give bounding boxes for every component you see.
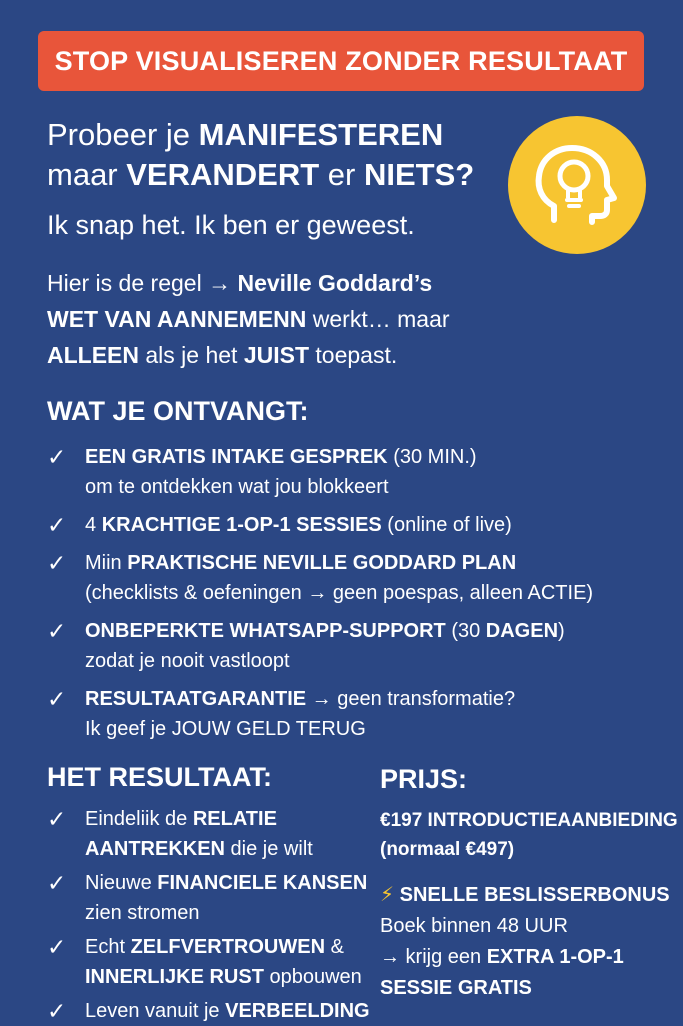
bonus-text: → krijg een	[380, 946, 487, 968]
receive-item-guarantee	[47, 684, 516, 744]
item-text: (30	[445, 620, 486, 642]
item-bold: ONBEPERKTE WHATSAPP-SUPPORT	[85, 620, 446, 642]
item-text: → geen transformatie?	[306, 688, 516, 710]
check-icon: ✓	[47, 870, 67, 896]
item-text: die je wilt	[225, 838, 313, 860]
headline-line-1	[47, 115, 474, 155]
headline-bold: MANIFESTEREN	[198, 117, 444, 152]
item-bold: RELATIE	[192, 808, 277, 830]
rule-text: toepast.	[309, 342, 398, 368]
headline-text: er	[319, 157, 364, 192]
item-text: 4	[85, 514, 102, 536]
check-icon: ✓	[47, 998, 67, 1024]
check-icon: ✓	[47, 512, 67, 538]
item-text: (30 MIN.)	[387, 446, 477, 468]
rule-bold: Neville Goddard’s	[237, 270, 433, 296]
item-bold: INNERLIJKE RUST	[85, 966, 264, 988]
rule-line-2	[47, 301, 450, 337]
check-icon: ✓	[47, 444, 67, 470]
item-bold: AANTREKKEN	[85, 838, 225, 860]
result-item-imagination	[47, 996, 370, 1026]
rule-text: als je het	[139, 342, 244, 368]
bonus-bold: SESSIE GRATIS	[380, 977, 532, 999]
rule-bold: ALLEEN	[47, 342, 139, 368]
receive-item-intake	[47, 442, 477, 502]
price-block	[380, 806, 678, 864]
item-text: &	[325, 936, 344, 958]
empathy-subline: Ik snap het. Ik ben er geweest.	[47, 210, 415, 240]
result-item-finance	[47, 868, 368, 928]
receive-item-plan	[47, 548, 594, 608]
bonus-bold: EXTRA 1-OP-1	[486, 946, 624, 968]
rule-text: werkt… maar	[306, 306, 450, 332]
item-bold: PRAKTISCHE NEVILLE GODDARD PLAN	[127, 552, 517, 574]
receive-item-sessions	[47, 510, 512, 540]
item-bold: ZELFVERTROUWEN	[130, 936, 326, 958]
item-text: Echt	[85, 936, 131, 958]
item-bold: RESULTAATGARANTIE	[85, 688, 307, 710]
item-text: Eindeliik de	[85, 808, 193, 830]
rule-line-3	[47, 337, 450, 373]
banner-text: STOP VISUALISEREN ZONDER RESULTAAT	[54, 45, 628, 76]
bonus-line-1: Boek binnen 48 UUR	[380, 915, 568, 937]
item-bold: KRACHTIGE 1-OP-1 SESSIES	[101, 514, 382, 536]
rule-bold: WET VAN AANNEMENN	[47, 306, 307, 332]
headline-line-2	[47, 155, 474, 195]
item-bold: VERBEELDING	[225, 1000, 370, 1022]
receive-item-whatsapp	[47, 616, 565, 676]
price-offer: €197 INTRODUCTIEAANBIEDING	[380, 810, 678, 831]
headline-bold: VERANDERT	[126, 157, 320, 192]
receive-heading: WAT JE ONTVANGT:	[47, 396, 309, 426]
item-text: Nieuwe	[85, 872, 158, 894]
result-heading: HET RESULTAAT:	[47, 762, 272, 792]
price-heading: PRIJS:	[380, 764, 468, 794]
check-icon: ✓	[47, 550, 67, 576]
item-text: Miin	[85, 552, 128, 574]
item-text: opbouwen	[263, 966, 362, 988]
item-text: (online of live)	[381, 514, 512, 536]
headline-bold: NIETS?	[363, 157, 475, 192]
price-normal: (normaal €497)	[380, 839, 515, 860]
item-line-2: zien stromen	[85, 902, 200, 924]
rule-bold: JUIST	[243, 342, 310, 368]
main-headline	[47, 115, 474, 195]
rule-line-1	[47, 265, 450, 301]
rule-text: Hier is de regel →	[47, 270, 238, 296]
result-item-relation	[47, 804, 313, 864]
bonus-title: SNELLE BESLISSERBONUS	[399, 884, 670, 906]
headline-text: maar	[47, 157, 127, 192]
check-icon: ✓	[47, 618, 67, 644]
item-bold: DAGEN	[485, 620, 559, 642]
item-bold: EEN GRATIS INTAKE GESPREK	[85, 446, 388, 468]
headline-banner	[38, 31, 644, 91]
result-item-confidence	[47, 932, 362, 992]
check-icon: ✓	[47, 686, 67, 712]
head-lightbulb-icon	[508, 116, 646, 254]
item-bold: FINANCIELE KANSEN	[157, 872, 368, 894]
item-line-2: om te ontdekken wat jou blokkeert	[85, 476, 389, 498]
item-line-2: zodat je nooit vastloopt	[85, 650, 290, 672]
rule-paragraph	[47, 265, 450, 373]
check-icon: ✓	[47, 934, 67, 960]
headline-text: Probeer je	[47, 117, 199, 152]
item-line-2: (checklists & oefeningen → geen poespas, alleen ACTIE)	[85, 582, 594, 604]
lightning-icon: ⚡	[380, 884, 395, 906]
item-text: Leven vanuit je	[85, 1000, 226, 1022]
bonus-block	[380, 880, 670, 1004]
item-text: )	[558, 620, 565, 642]
item-line-2: Ik geef je JOUW GELD TERUG	[85, 718, 366, 740]
check-icon: ✓	[47, 806, 67, 832]
